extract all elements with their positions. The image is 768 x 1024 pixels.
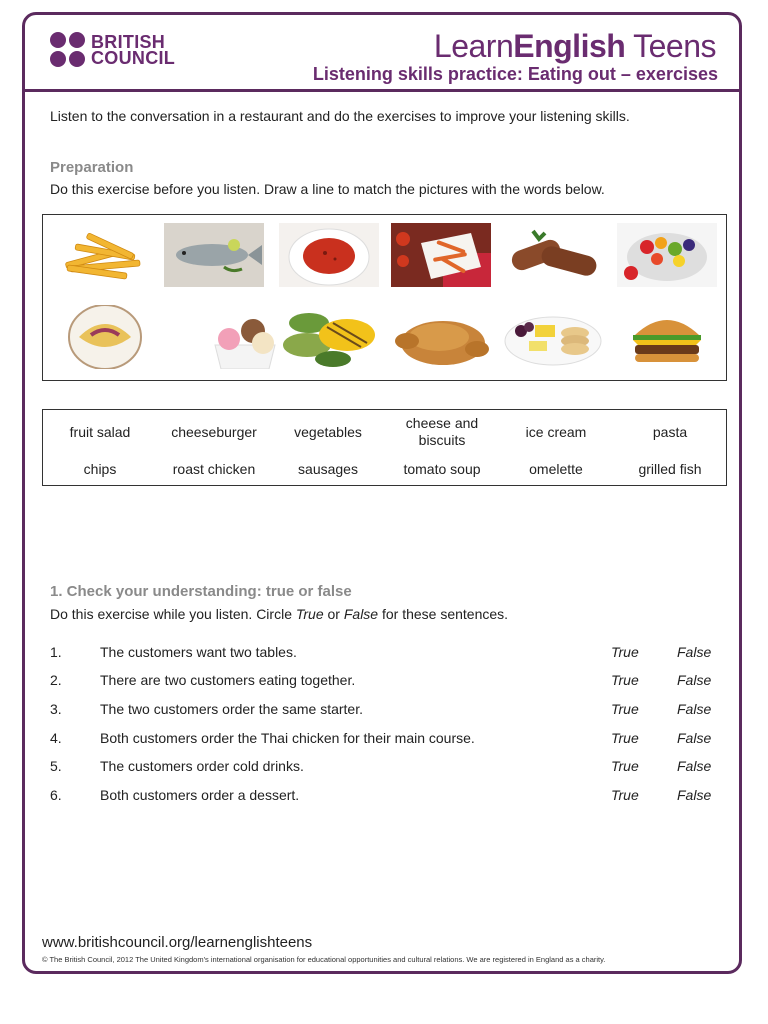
cheese-and-biscuits-image (503, 305, 603, 369)
sausages-image (503, 223, 603, 287)
question-row (50, 787, 730, 807)
word-omelette: omelette (529, 461, 583, 477)
word-chips: chips (83, 461, 117, 477)
intro-text: Listen to the conversation in a restaurant and do the exercises to improve your listening skills. (50, 108, 630, 124)
exercise1-instruction: Do this exercise while you listen. Circle True or False for these sentences. (50, 606, 509, 622)
true-option[interactable]: True (611, 787, 639, 803)
question-text: Both customers order the Thai chicken for their main course. (100, 730, 475, 746)
word-vegetables: vegetables (294, 424, 362, 440)
question-number: 4. (50, 730, 62, 746)
word-pasta: pasta (652, 424, 688, 440)
logo-dots-icon (50, 32, 85, 67)
false-option[interactable]: False (677, 730, 712, 746)
header-divider (22, 89, 742, 92)
brand-line-1: BRITISH (91, 31, 166, 52)
question-row (50, 644, 730, 664)
false-option[interactable]: False (677, 672, 712, 688)
preparation-title: Preparation (50, 159, 134, 176)
false-option[interactable]: False (677, 644, 712, 660)
tomato-soup-image (279, 223, 379, 287)
page-title: Listening skills practice: Eating out – exercises (312, 64, 718, 84)
word-tomato-soup: tomato soup (403, 461, 481, 477)
question-number: 1. (50, 644, 62, 660)
page-frame (22, 12, 742, 974)
question-row (50, 672, 730, 692)
word-sausages: sausages (298, 461, 358, 477)
word-grilled-fish: grilled fish (638, 461, 702, 477)
logo-english: English (513, 28, 626, 64)
vegetables-image (279, 305, 379, 369)
true-option[interactable]: True (611, 730, 639, 746)
word-ice-cream: ice cream (525, 424, 587, 440)
question-text: The customers order cold drinks. (100, 758, 304, 774)
false-option[interactable]: False (677, 787, 712, 803)
true-option[interactable]: True (611, 644, 639, 660)
question-number: 6. (50, 787, 62, 803)
false-option[interactable]: False (677, 701, 712, 717)
pictures-box (42, 214, 727, 381)
true-option[interactable]: True (611, 758, 639, 774)
brand-line-2: COUNCIL (91, 47, 176, 68)
logo-teens: Teens (625, 28, 716, 64)
roast-chicken-image (391, 305, 491, 369)
grilled-fish-image (164, 223, 264, 287)
footer-copyright: © The British Council, 2012 The United Kingdom's international organisation for educational opportunities and cultural relations. We are registered in England as a charity. (42, 955, 606, 964)
fruit-salad-image (617, 223, 717, 287)
chips-image (55, 225, 155, 289)
question-row (50, 701, 730, 721)
cheeseburger-image (617, 305, 717, 369)
question-text: There are two customers eating together. (100, 672, 356, 688)
preparation-instruction: Do this exercise before you listen. Draw a line to match the pictures with the words below. (50, 181, 605, 197)
false-option[interactable]: False (677, 758, 712, 774)
word-roast-chicken: roast chicken (172, 461, 256, 477)
pasta-image (391, 223, 491, 287)
question-number: 3. (50, 701, 62, 717)
true-option[interactable]: True (611, 701, 639, 717)
words-box (42, 409, 727, 486)
word-cheeseburger: cheeseburger (171, 424, 257, 440)
question-text: The two customers order the same starter. (100, 701, 363, 717)
word-fruit-salad: fruit salad (69, 424, 131, 440)
exercise1-title: 1. Check your understanding: true or false (50, 583, 352, 600)
learnenglish-teens-logo (434, 28, 716, 65)
question-row (50, 758, 730, 778)
logo-learn: Learn (433, 28, 514, 64)
british-council-logo (50, 32, 175, 67)
footer-url[interactable]: www.britishcouncil.org/learnenglishteens (42, 934, 313, 951)
question-text: The customers want two tables. (100, 644, 297, 660)
question-number: 5. (50, 758, 62, 774)
word-cheese-and-biscuits: cheese and biscuits (405, 415, 479, 448)
omelette-image (55, 305, 155, 369)
question-number: 2. (50, 672, 62, 688)
question-text: Both customers order a dessert. (100, 787, 300, 803)
true-option[interactable]: True (611, 672, 639, 688)
question-row (50, 730, 730, 750)
